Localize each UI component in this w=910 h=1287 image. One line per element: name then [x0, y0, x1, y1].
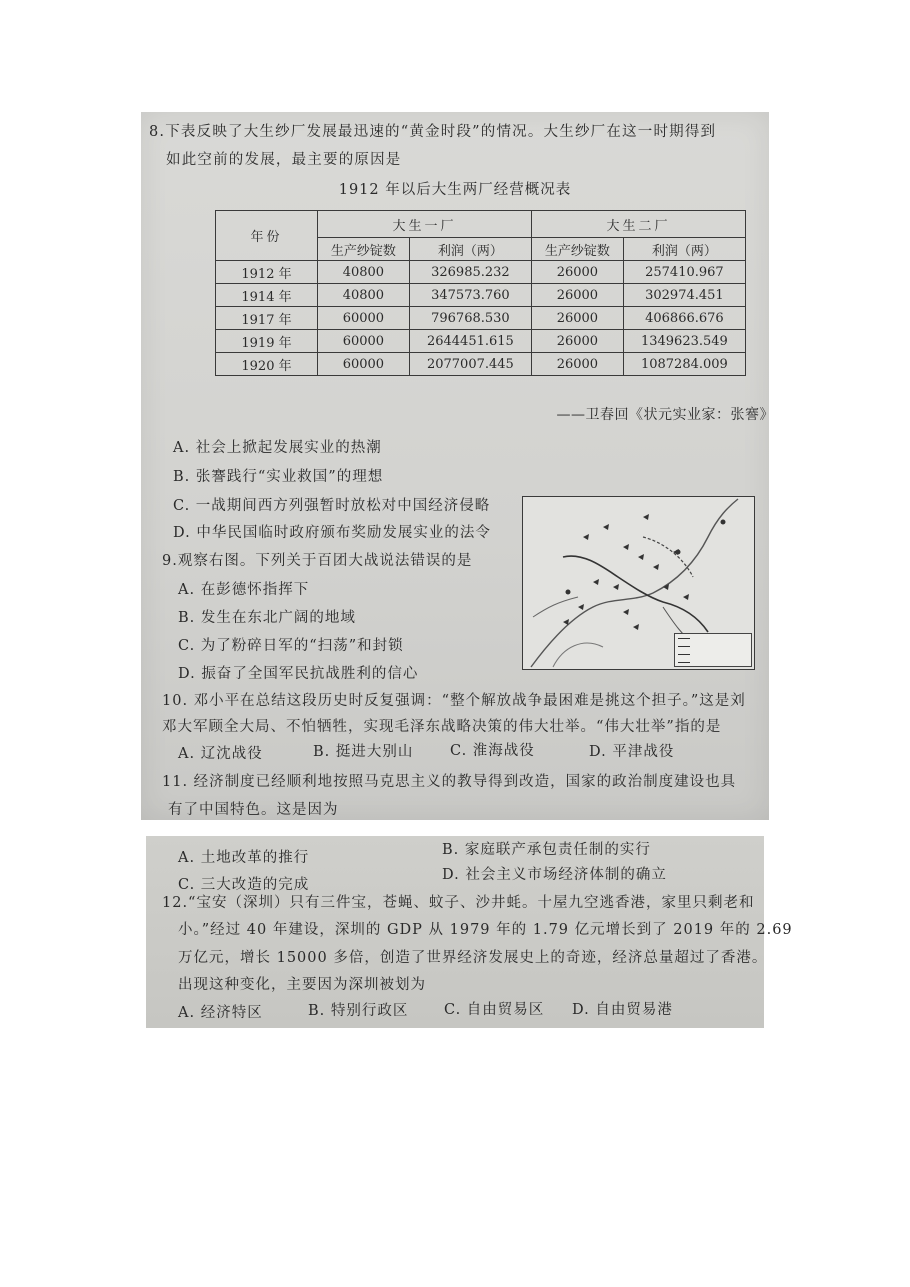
q10-option-d[interactable]: D. 平津战役 — [589, 744, 675, 760]
q8-stem-line1: 8.下表反映了大生纱厂发展最迅速的“黄金时段”的情况。大生纱厂在这一时期得到 — [149, 124, 717, 140]
f2-profit-cell: 257410.967 — [623, 261, 745, 284]
q10-option-c[interactable]: C. 淮海战役 — [450, 743, 535, 759]
factory2-header: 大生二厂 — [531, 211, 745, 238]
q9-option-c[interactable]: C. 为了粉碎日军的“扫荡”和封锁 — [178, 638, 404, 654]
q9-option-d[interactable]: D. 振奋了全国军民抗战胜利的信心 — [178, 666, 419, 682]
q8-option-a[interactable]: A. 社会上掀起发展实业的热潮 — [173, 440, 382, 456]
factory1-header: 大生一厂 — [318, 211, 532, 238]
q11-stem-line2: 有了中国特色。这是因为 — [168, 802, 339, 818]
legend-item — [675, 642, 751, 650]
f1-spindles-cell: 40800 — [318, 284, 410, 307]
f1-profit-cell: 2644451.615 — [409, 330, 531, 353]
f2-spindles-cell: 26000 — [531, 330, 623, 353]
q12-stem-line1: 12.“宝安（深圳）只有三件宝，苍蝇、蚊子、沙井蚝。十屋九空逃香港，家里只剩老和 — [162, 895, 755, 911]
q9-stem: 9.观察右图。下列关于百团大战说法错误的是 — [162, 553, 473, 569]
f1-profit-header: 利润（两） — [409, 238, 531, 261]
f2-spindles-cell: 26000 — [531, 284, 623, 307]
f1-spindles-header: 生产纱锭数 — [318, 238, 410, 261]
operations-table — [215, 210, 746, 376]
table-source: ——卫春回《状元实业家：张謇》 — [556, 407, 774, 423]
table-row — [216, 330, 746, 353]
f2-profit-cell: 1087284.009 — [623, 353, 745, 376]
hundred-regiments-map — [522, 496, 755, 670]
q11-stem-line1: 11. 经济制度已经顺利地按照马克思主义的教导得到改造，国家的政治制度建设也具 — [162, 774, 737, 790]
table-row — [216, 353, 746, 376]
f2-spindles-header: 生产纱锭数 — [531, 238, 623, 261]
q10-option-a[interactable]: A. 辽沈战役 — [178, 746, 263, 762]
q8-option-b[interactable]: B. 张謇践行“实业救国”的理想 — [173, 469, 384, 485]
q9-option-a[interactable]: A. 在彭德怀指挥下 — [178, 582, 310, 598]
f1-profit-cell: 347573.760 — [409, 284, 531, 307]
f1-profit-cell: 796768.530 — [409, 307, 531, 330]
legend-item — [675, 658, 751, 666]
q12-stem-line4: 出现这种变化，主要因为深圳被划为 — [178, 977, 426, 993]
q8-stem-line2: 如此空前的发展，最主要的原因是 — [166, 152, 402, 168]
year-cell: 1914 年 — [216, 284, 318, 307]
q12-option-a[interactable]: A. 经济特区 — [178, 1005, 263, 1021]
f2-profit-cell: 406866.676 — [623, 307, 745, 330]
f2-profit-cell: 302974.451 — [623, 284, 745, 307]
year-cell: 1920 年 — [216, 353, 318, 376]
q8-option-c[interactable]: C. 一战期间西方列强暂时放松对中国经济侵略 — [173, 498, 491, 514]
q12-option-d[interactable]: D. 自由贸易港 — [572, 1002, 673, 1018]
year-cell: 1917 年 — [216, 307, 318, 330]
q11-option-a[interactable]: A. 土地改革的推行 — [178, 850, 310, 866]
table-row — [216, 307, 746, 330]
table-row — [216, 284, 746, 307]
col-year-header: 年份 — [216, 211, 318, 261]
q11-option-d[interactable]: D. 社会主义市场经济体制的确立 — [442, 867, 667, 883]
q12-option-b[interactable]: B. 特别行政区 — [308, 1003, 409, 1019]
f2-profit-cell: 1349623.549 — [623, 330, 745, 353]
f1-profit-cell: 2077007.445 — [409, 353, 531, 376]
year-cell: 1919 年 — [216, 330, 318, 353]
legend-item — [675, 650, 751, 658]
table-row — [216, 261, 746, 284]
map-legend — [674, 633, 752, 667]
q11-option-b[interactable]: B. 家庭联产承包责任制的实行 — [442, 842, 651, 858]
f1-spindles-cell: 60000 — [318, 330, 410, 353]
q10-stem-line2: 邓大军顾全大局、不怕牺牲，实现毛泽东战略决策的伟大壮举。“伟大壮举”指的是 — [162, 719, 722, 735]
q10-option-b[interactable]: B. 挺进大别山 — [313, 744, 414, 760]
q10-stem-line1: 10. 邓小平在总结这段历史时反复强调：“整个解放战争最困难是挑这个担子。”这是刘 — [162, 693, 746, 709]
f2-spindles-cell: 26000 — [531, 307, 623, 330]
f2-spindles-cell: 26000 — [531, 353, 623, 376]
q12-stem-line2: 小。”经过 40 年建设，深圳的 GDP 从 1979 年的 1.79 亿元增长到了 2019 年的 2.69 — [178, 922, 793, 938]
q12-stem-line3: 万亿元，增长 15000 多倍，创造了世界经济发展史上的奇迹，经济总量超过了香港。 — [178, 950, 768, 966]
f1-spindles-cell: 60000 — [318, 353, 410, 376]
q12-option-c[interactable]: C. 自由贸易区 — [444, 1002, 545, 1018]
f1-spindles-cell: 40800 — [318, 261, 410, 284]
q8-option-d[interactable]: D. 中华民国临时政府颁布奖励发展实业的法令 — [173, 525, 491, 541]
f1-spindles-cell: 60000 — [318, 307, 410, 330]
f2-spindles-cell: 26000 — [531, 261, 623, 284]
f1-profit-cell: 326985.232 — [409, 261, 531, 284]
f2-profit-header: 利润（两） — [623, 238, 745, 261]
q11-option-c[interactable]: C. 三大改造的完成 — [178, 877, 310, 893]
legend-item — [675, 634, 751, 642]
q9-option-b[interactable]: B. 发生在东北广阔的地域 — [178, 610, 356, 626]
table-caption: 1912 年以后大生两厂经营概况表 — [338, 182, 572, 198]
year-cell: 1912 年 — [216, 261, 318, 284]
